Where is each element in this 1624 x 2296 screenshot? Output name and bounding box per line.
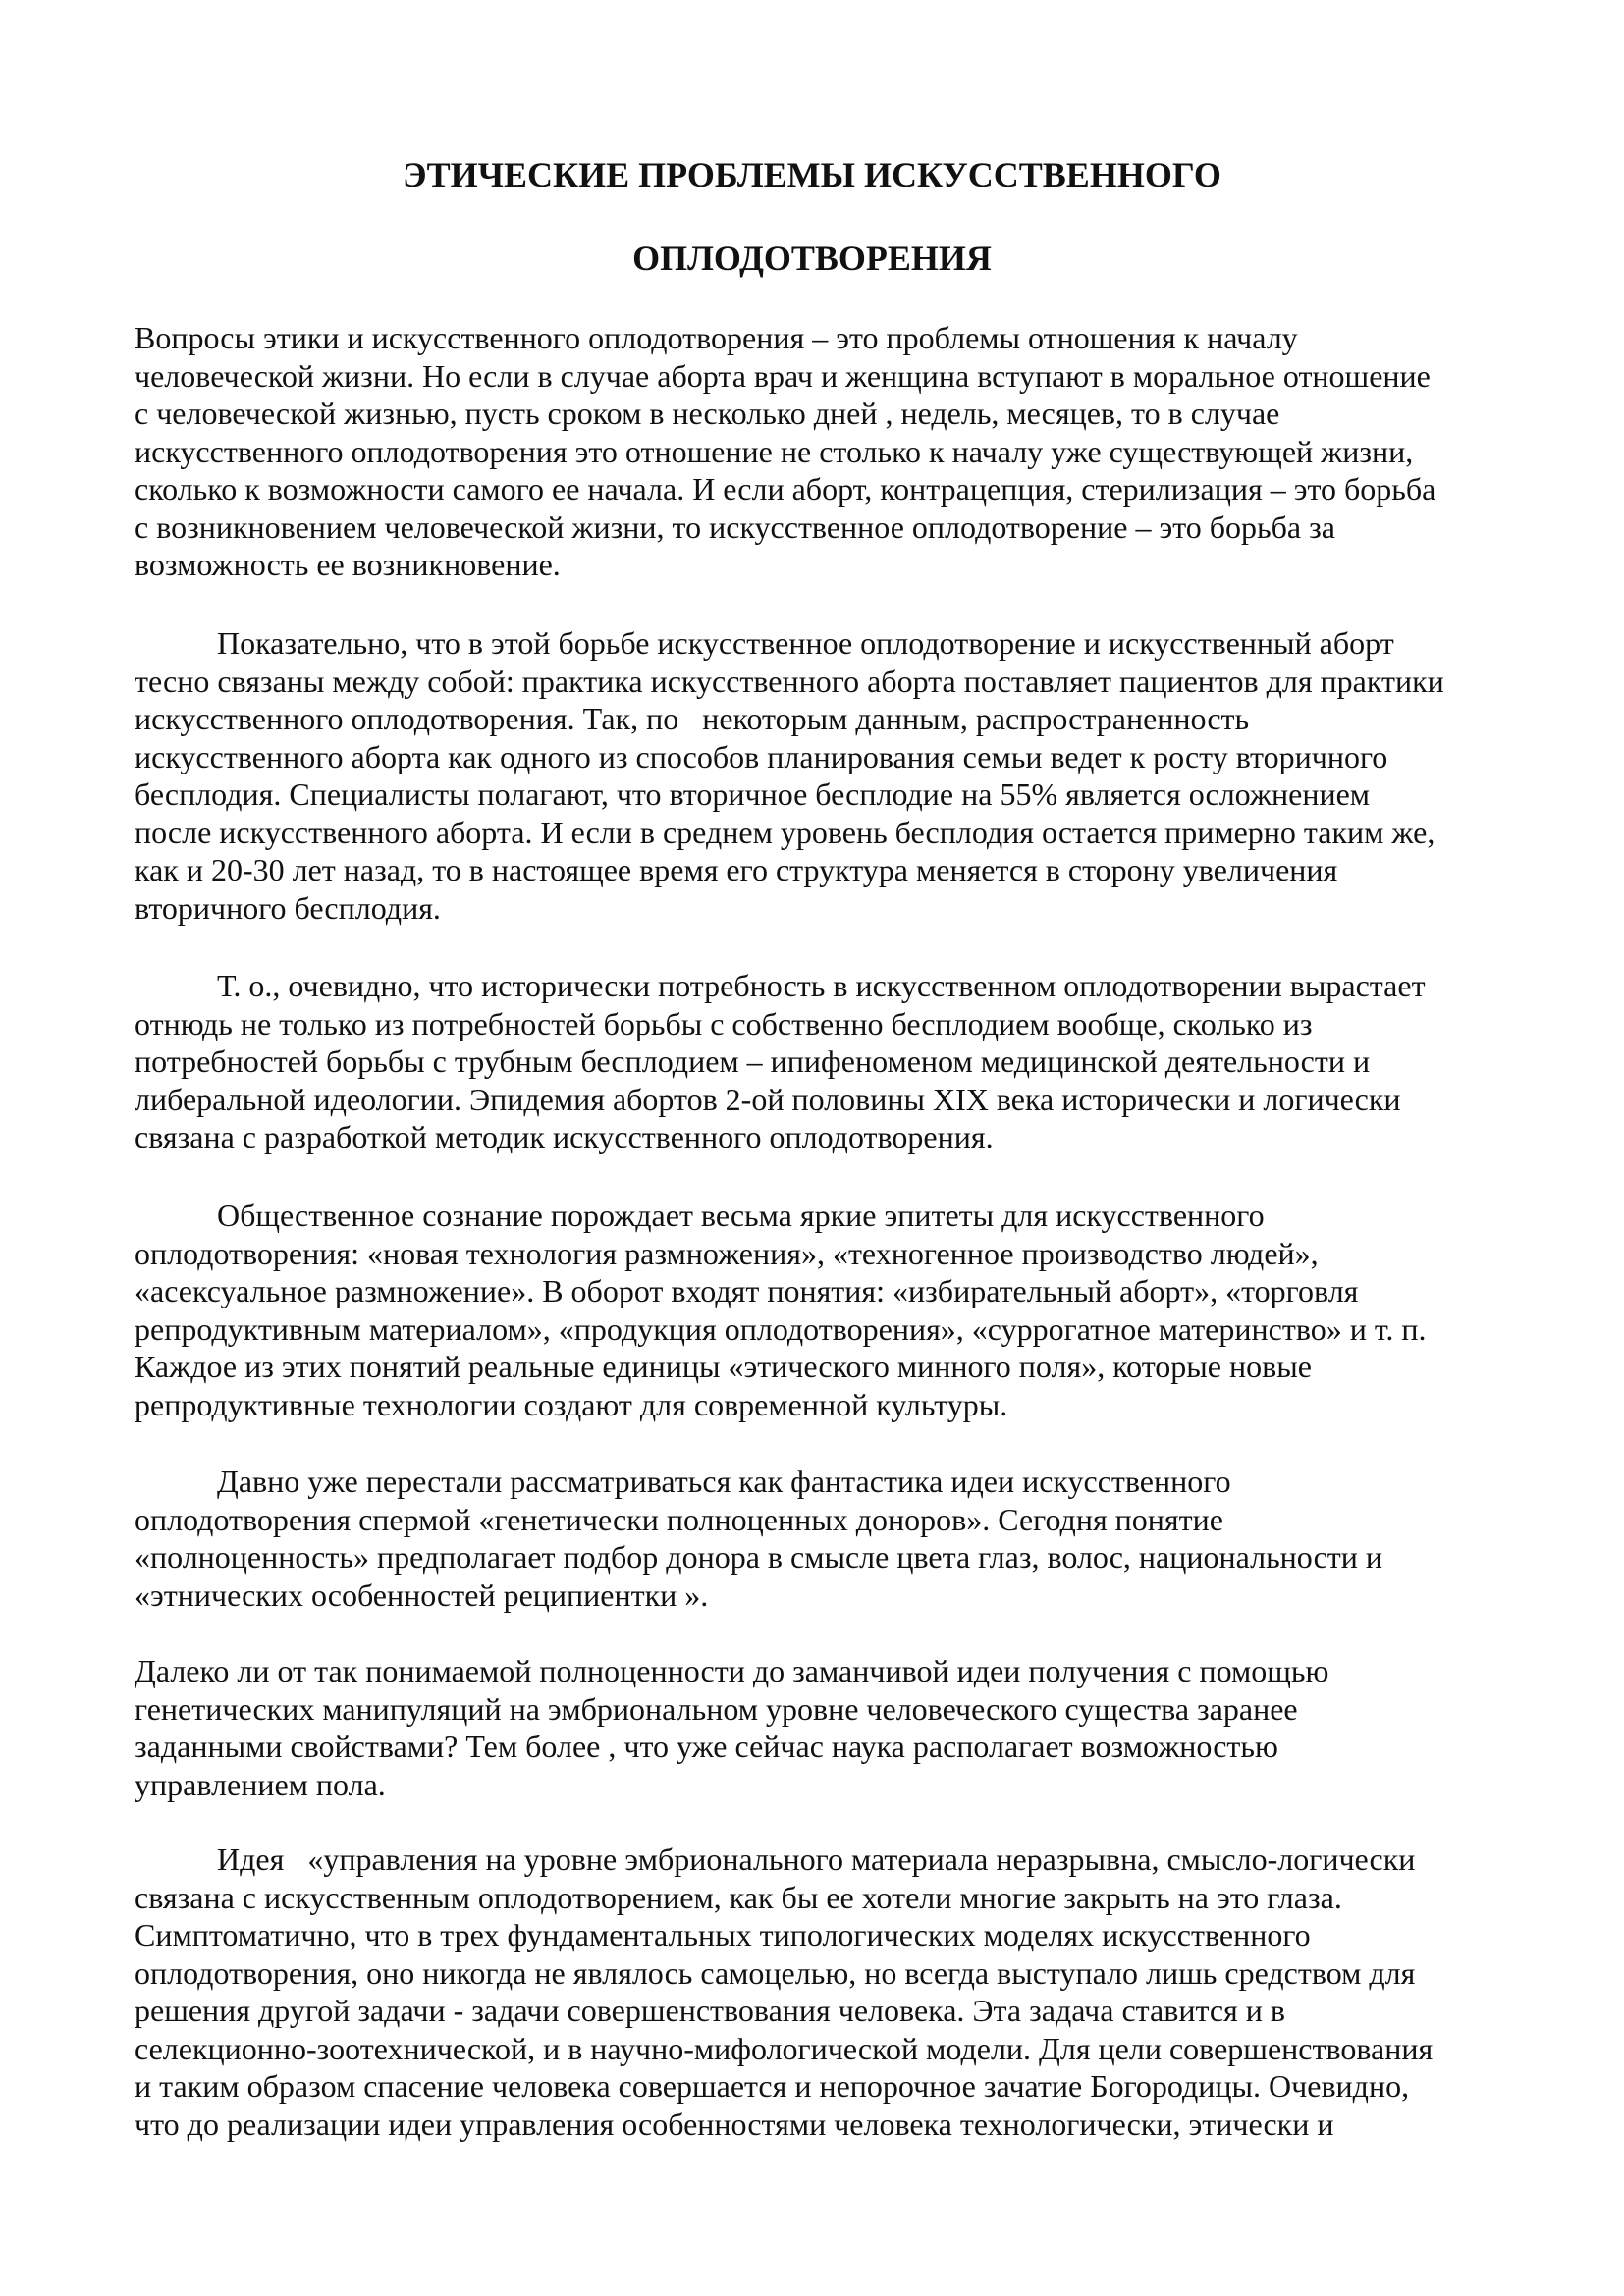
paragraph-line: возможность ее возникновение. [135, 547, 561, 582]
paragraph-line: как и 20-30 лет назад, то в настоящее время его структура меняется в сторону увеличения [135, 852, 1338, 887]
paragraph-line: репродуктивным материалом», «продукция оплодотворения», «суррогатное материнство» и т. п. [135, 1310, 1427, 1347]
paragraph-line: вторичного бесплодия. [135, 889, 441, 926]
paragraph-line: после искусственного аборта. И если в среднем уровень бесплодия остается примерно таким же, [135, 814, 1435, 850]
paragraph-line: Общественное сознание порождает весьма яркие эпитеты для искусственного [217, 1198, 1265, 1233]
paragraph-line: «полноценность» предполагает подбор донора в смысле цвета глаз, волос, национальности и [135, 1539, 1383, 1575]
paragraph-line: потребностей борьбы с трубным бесплодием – ипифеноменом медицинской деятельности и [135, 1043, 1371, 1079]
paragraph-line: с человеческой жизнью, пусть сроком в несколько дней , недель, месяцев, то в случае [135, 396, 1280, 431]
paragraph-line: либеральной идеологии. Эпидемия абортов 2-ой половины XIX века исторически и логически [135, 1081, 1401, 1117]
paragraph-line: оплодотворения: «новая технология размножения», «техногенное производство людей», [135, 1235, 1319, 1271]
paragraph-line: тесно связаны между собой: практика искусственного аборта поставляет пациентов для практики [135, 663, 1444, 699]
paragraph-4 [135, 1197, 1529, 1423]
paragraph-3 [135, 967, 1529, 1156]
paragraph-line: управлением пола. [135, 1766, 386, 1802]
paragraph-line: Каждое из этих понятий реальные единицы «этического минного поля», которые новые [135, 1349, 1312, 1384]
paragraph-line: отнюдь не только из потребностей борьбы с собственно бесплодием вообще, сколько из [135, 1005, 1313, 1041]
paragraph-line: с возникновением человеческой жизни, то искусственное оплодотворение – это борьба за [135, 508, 1335, 545]
paragraph-line: сколько к возможности самого ее начала. И если аборт, контрацепция, стерилизация – это борьба [135, 471, 1436, 507]
paragraph-1 [135, 319, 1529, 584]
paragraph-line: репродуктивные технологии создают для современной культуры. [135, 1386, 1008, 1422]
paragraph-line: бесплодия. Специалисты полагают, что вторичное бесплодие на 55% является осложнением [135, 776, 1371, 812]
paragraph-line: связана с искусственным оплодотворением, как бы ее хотели многие закрыть на это глаза. [135, 1879, 1342, 1915]
paragraph-line: «асексуальное размножение». В оборот входят понятия: «избирательный аборт», «торговля [135, 1273, 1359, 1308]
paragraph-line: Т. о., очевидно, что исторически потребность в искусственном оплодотворении вырастает [217, 968, 1426, 1003]
paragraph-line: и таким образом спасение человека совершается и непорочное зачатие Богородицы. Очевидно, [135, 2068, 1410, 2104]
paragraph-line: Давно уже перестали рассматриваться как фантастика идеи искусственного [217, 1464, 1231, 1499]
paragraph-line: генетических манипуляций на эмбриональном уровне человеческого существа заранее [135, 1690, 1298, 1727]
paragraph-line: искусственного аборта как одного из способов планирования семьи ведет к росту вторичного [135, 738, 1388, 774]
document-title-line-1: ЭТИЧЕСКИЕ ПРОБЛЕМЫ ИСКУССТВЕННОГО [403, 155, 1221, 194]
document-title-line-2: ОПЛОДОТВОРЕНИЯ [632, 239, 992, 278]
paragraph-line: Вопросы этики и искусственного оплодотворения – это проблемы отношения к началу [135, 320, 1298, 355]
paragraph-line: «этнических особенностей реципиентки ». [135, 1576, 709, 1613]
paragraph-line: искусственного оплодотворения. Так, по некоторым данным, распространенность [135, 701, 1250, 736]
paragraph-line: Далеко ли от так понимаемой полноценности до заманчивой идеи получения с помощью [135, 1653, 1329, 1688]
paragraph-line: оплодотворения, оно никогда не являлось самоцелью, но всегда выступало лишь средством для [135, 1954, 1416, 1991]
paragraph-line: заданными свойствами? Тем более , что уже сейчас наука располагает возможностью [135, 1729, 1278, 1764]
paragraph-7 [135, 1841, 1529, 2143]
paragraph-5 [135, 1463, 1529, 1614]
paragraph-line: Идея «управления на уровне эмбрионального материала неразрывна, смысло-логически [217, 1842, 1416, 1877]
paragraph-line: селекционно-зоотехнической, и в научно-мифологической модели. Для цели совершенствования [135, 2030, 1434, 2066]
paragraph-2 [135, 624, 1529, 927]
paragraph-line: Показательно, что в этой борьбе искусственное оплодотворение и искусственный аборт [217, 625, 1394, 661]
paragraph-line: что до реализации идеи управления особенностями человека технологически, этически и [135, 2106, 1334, 2142]
paragraph-line: человеческой жизни. Но если в случае аборта врач и женщина вступают в моральное отношение [135, 357, 1431, 394]
paragraph-line: оплодотворения спермой «генетически полноценных доноров». Сегодня понятие [135, 1501, 1223, 1537]
paragraph-line: решения другой задачи - задачи совершенствования человека. Эта задача ставится и в [135, 1993, 1285, 2028]
paragraph-line: связана с разработкой методик искусственного оплодотворения. [135, 1119, 994, 1154]
paragraph-line: Симптоматично, что в трех фундаментальных типологических моделях искусственного [135, 1917, 1311, 1952]
paragraph-6 [135, 1652, 1529, 1803]
paragraph-line: искусственного оплодотворения это отношение не столько к началу уже существующей жизни, [135, 433, 1414, 469]
